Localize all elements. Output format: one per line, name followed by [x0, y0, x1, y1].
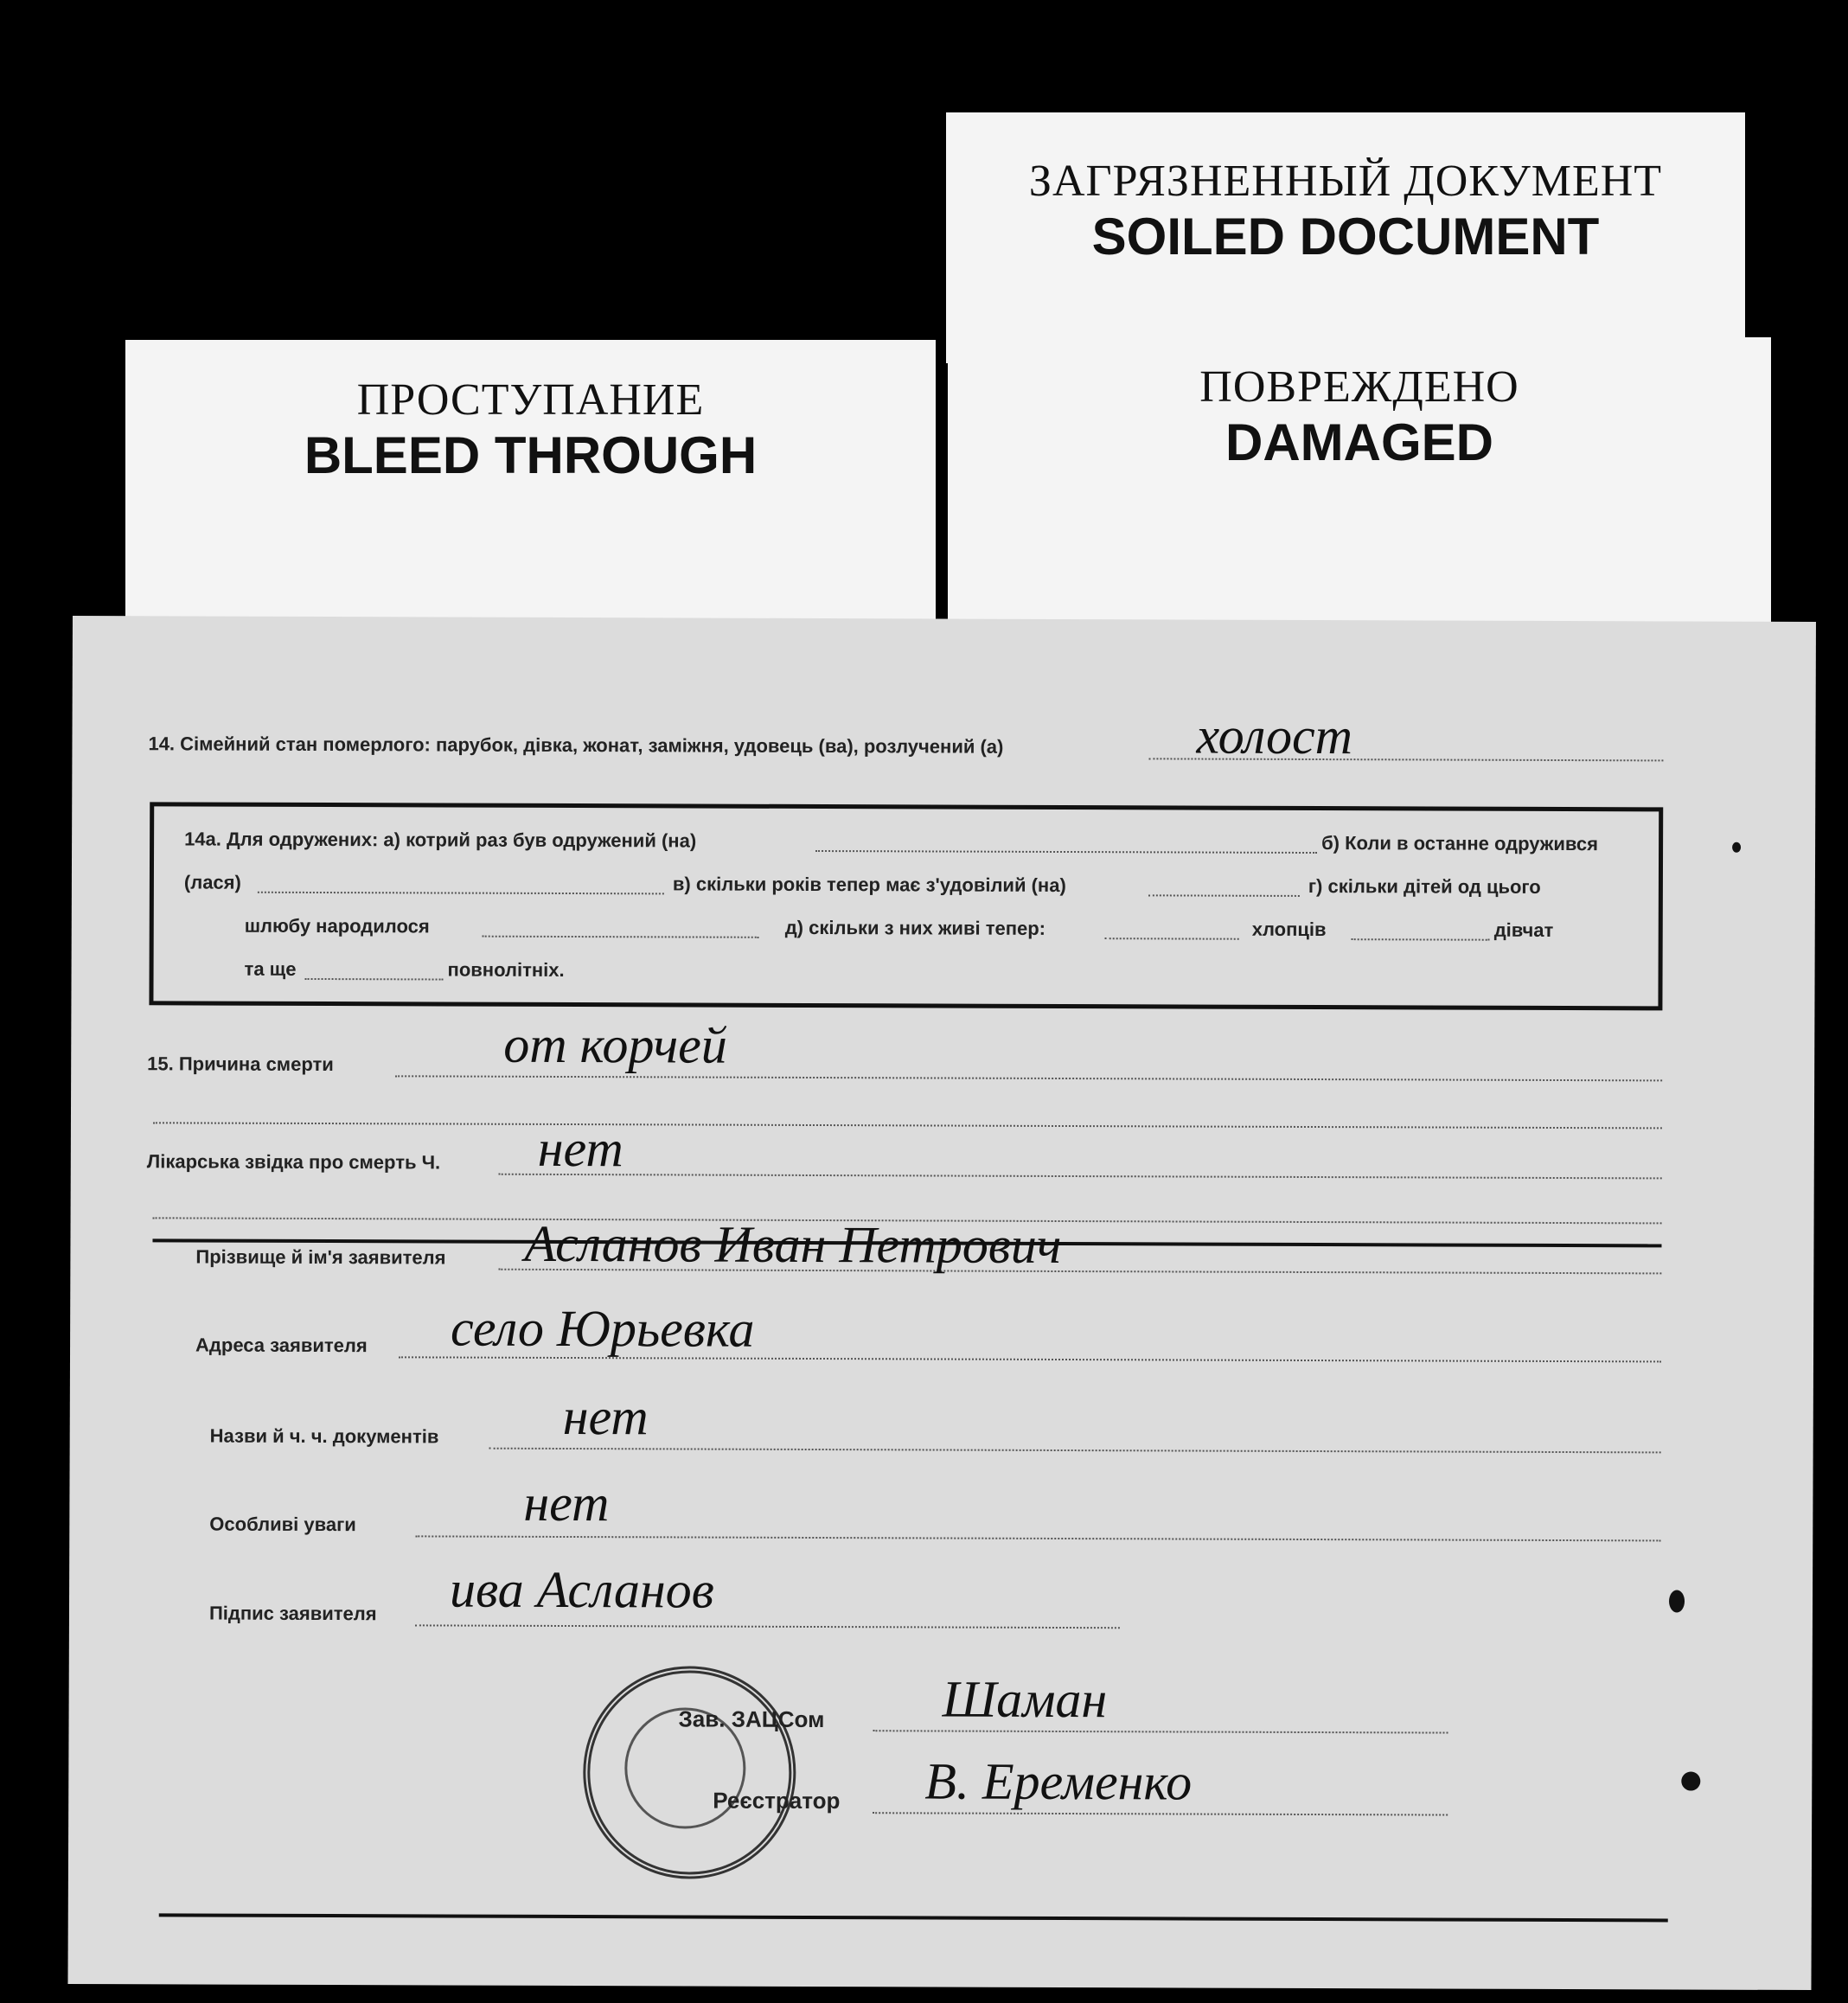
signature-value: ива Асланов	[449, 1560, 714, 1619]
damaged-ru-label: ПОВРЕЖДЕНО	[1199, 362, 1519, 412]
item14a-line1a: 14a. Для одружених: а) котрий раз був одружений (на)	[184, 828, 697, 852]
bleed-en-label: BLEED THROUGH	[304, 426, 758, 484]
item14a-dots	[483, 936, 759, 938]
bleed-through-card	[125, 340, 936, 651]
item14-value: холост	[1196, 707, 1353, 765]
remarks-value: нет	[523, 1474, 610, 1533]
applicant-address-value: село Юрьевка	[451, 1299, 755, 1358]
registrar-label: Реєстратор	[713, 1787, 841, 1814]
item14a-dots	[1148, 894, 1300, 897]
punch-hole	[1669, 1590, 1685, 1612]
medical-value: нет	[537, 1119, 623, 1178]
bleed-ru-label: ПРОСТУПАНИЕ	[356, 375, 705, 425]
signature-line	[415, 1624, 1120, 1629]
item14a-line2c: г) скільки дітей од цього	[1308, 874, 1541, 898]
item14a-line3a: шлюбу народилося	[244, 914, 430, 938]
head-line	[873, 1730, 1448, 1733]
item14a-line2a: (лася)	[183, 871, 241, 893]
head-value: Шаман	[942, 1670, 1108, 1729]
item14a-dots	[815, 850, 1317, 854]
soiled-ru-label: ЗАГРЯЗНЕННЫЙ ДОКУМЕНТ	[1028, 157, 1663, 206]
death-record-form	[67, 616, 1816, 1990]
applicant-name-label: Прізвище й ім'я заявителя	[195, 1245, 446, 1269]
bottom-rule	[159, 1913, 1668, 1922]
documents-value: нет	[562, 1387, 649, 1446]
applicant-name-value: Асланов Иван Петрович	[524, 1214, 1062, 1274]
registrar-line	[873, 1812, 1448, 1815]
registrar-value: В. Еременко	[924, 1752, 1193, 1811]
remarks-label: Особливі уваги	[209, 1513, 356, 1536]
item14a-line4a: та ще	[244, 957, 297, 980]
documents-line	[489, 1448, 1661, 1454]
speck	[1732, 842, 1741, 853]
item14a-box	[149, 802, 1663, 1010]
documents-label: Назви й ч. ч. документів	[209, 1424, 439, 1448]
item14a-line4b: повнолітніх.	[447, 958, 565, 981]
item14a-line1b: б) Коли в останне одружився	[1321, 832, 1598, 855]
item15-line	[395, 1075, 1662, 1081]
item14a-dots	[1105, 938, 1239, 940]
item14-label: 14. Сімейний стан померлого: парубок, дівка, жонат, заміжня, удовець (ва), розлучений (а)	[148, 733, 1004, 758]
item14a-line3c: хлопців	[1251, 918, 1327, 941]
item14a-dots	[1352, 938, 1490, 941]
remarks-line	[415, 1535, 1660, 1541]
item14a-dots	[258, 892, 664, 895]
damaged-en-label: DAMAGED	[1225, 413, 1493, 471]
signature-label: Підпис заявителя	[208, 1602, 377, 1625]
punch-hole	[1681, 1772, 1700, 1791]
head-label: Зав. ЗАЦСом	[678, 1705, 825, 1733]
item15-label: 15. Причина смерти	[147, 1053, 334, 1076]
applicant-address-label: Адреса заявителя	[195, 1334, 368, 1357]
soiled-en-label: SOILED DOCUMENT	[1091, 208, 1600, 266]
item14a-line2b: в) скільки років тепер має з'удовілий (на)	[672, 873, 1066, 897]
item14a-line3d: дівчат	[1493, 918, 1554, 941]
soiled-document-card	[946, 112, 1745, 363]
item15-value: от корчей	[503, 1015, 727, 1074]
damaged-card	[948, 337, 1771, 649]
item14a-line3b: д) скільки з них живі тепер:	[784, 916, 1046, 939]
official-stamp	[583, 1666, 796, 1879]
medical-line	[499, 1174, 1662, 1180]
item15-line2	[153, 1122, 1662, 1129]
item14a-dots	[305, 978, 444, 981]
medical-label: Лікарська звідка про смерть Ч.	[146, 1150, 441, 1174]
